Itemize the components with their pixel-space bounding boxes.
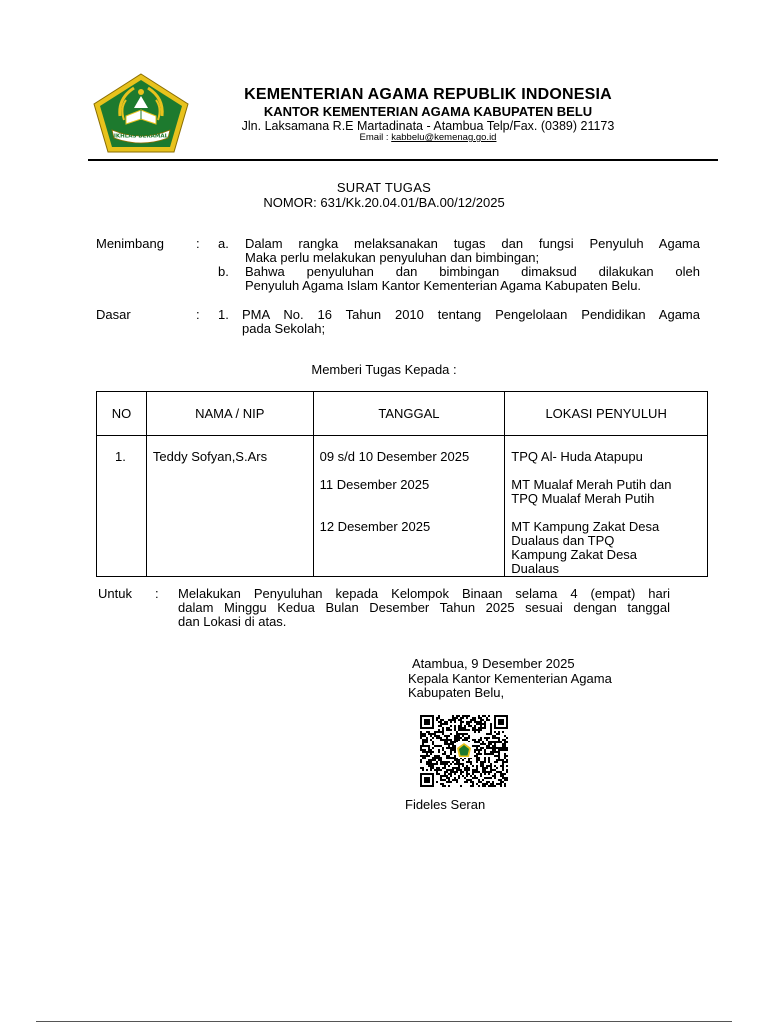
untuk-label: Untuk: [98, 586, 132, 601]
letter-title: SURAT TUGAS: [336, 180, 432, 195]
untuk-colon: :: [155, 586, 159, 601]
org-name: KEMENTERIAN AGAMA REPUBLIK INDONESIA: [244, 86, 612, 103]
cell-name: [146, 436, 313, 577]
dasar-1-line2: pada Sekolah;: [242, 321, 326, 336]
date-3: 12 Desember 2025: [319, 519, 431, 534]
cell-dates: [313, 436, 505, 577]
qr-code-signature: [420, 715, 508, 787]
email-link[interactable]: kabbelu@kemenag.go.id: [391, 132, 497, 143]
untuk-line2: dalam Minggu Kedua Bulan Desember Tahun 2025 sesuai dengan tanggal: [178, 600, 670, 615]
assign-heading: Memberi Tugas Kepada :: [311, 362, 457, 377]
menimbang-colon: :: [196, 236, 200, 251]
letter-number: NOMOR: 631/Kk.20.04.01/BA.00/12/2025: [263, 195, 505, 210]
menimbang-a-line2: Maka perlu melakukan penyuluhan dan bimbingan;: [245, 250, 540, 265]
cell-no: [97, 436, 147, 577]
assignment-table: [96, 391, 708, 577]
sign-place-date: Atambua, 9 Desember 2025: [412, 656, 575, 671]
location-2-line1: MT Mualaf Merah Putih dan: [511, 477, 672, 492]
menimbang-label: Menimbang: [96, 236, 164, 251]
email-label: Email :: [359, 132, 392, 143]
location-3-line2: Dualaus dan TPQ: [511, 533, 615, 548]
signer-name: Fideles Seran: [405, 797, 486, 812]
table-header-row: [97, 392, 708, 436]
sign-position-line1: Kepala Kantor Kementerian Agama: [408, 671, 612, 686]
sign-position-line2: Kabupaten Belu,: [408, 685, 505, 700]
location-3-line3: Kampung Zakat Desa: [511, 547, 638, 562]
untuk-line3: dan Lokasi di atas.: [178, 614, 287, 629]
col-header-location: LOKASI PENYULUH: [505, 392, 708, 436]
col-header-name: NAMA / NIP: [146, 392, 313, 436]
location-3-line4: Dualaus: [511, 561, 559, 576]
office-email-line: [200, 132, 656, 143]
office-name: KANTOR KEMENTERIAN AGAMA KABUPATEN BELU: [263, 104, 593, 119]
row-number: 1.: [115, 449, 126, 464]
date-2: 11 Desember 2025: [319, 477, 430, 492]
location-1-line1: TPQ Al- Huda Atapupu: [511, 449, 643, 464]
dasar-label: Dasar: [96, 307, 131, 322]
page-bottom-line: [36, 1021, 732, 1022]
dasar-marker-1: 1.: [218, 307, 229, 322]
location-2-line2: TPQ Mualaf Merah Putih: [511, 491, 655, 506]
untuk-line1: Melakukan Penyuluhan kepada Kelompok Binaan selama 4 (empat) hari: [178, 586, 670, 601]
table-row: [97, 436, 708, 577]
cell-locations: [505, 436, 708, 577]
menimbang-marker-a: a.: [218, 236, 229, 251]
dasar-1-line1: PMA No. 16 Tahun 2010 tentang Pengelolaan Pendidikan Agama: [242, 307, 700, 322]
menimbang-marker-b: b.: [218, 264, 229, 279]
menimbang-b-line1: Bahwa penyuluhan dan bimbingan dimaksud dilakukan oleh: [245, 264, 700, 279]
menimbang-b-line2: Penyuluh Agama Islam Kantor Kementerian Agama Kabupaten Belu.: [245, 278, 642, 293]
menimbang-a-line1: Dalam rangka melaksanakan tugas dan fungsi Penyuluh Agama: [245, 236, 700, 251]
header-divider: [88, 159, 718, 161]
logo-ribbon-text: IKHLAS BERAMAL: [113, 133, 169, 140]
col-header-no: NO: [97, 392, 147, 436]
date-1: 09 s/d 10 Desember 2025: [319, 449, 470, 464]
dasar-colon: :: [196, 307, 200, 322]
office-address: Jln. Laksamana R.E Martadinata - Atambua Telp/Fax. (0389) 21173: [241, 119, 615, 133]
kemenag-logo: [90, 72, 192, 154]
location-3-line1: MT Kampung Zakat Desa: [511, 519, 660, 534]
col-header-date: TANGGAL: [313, 392, 505, 436]
assignee-name: Teddy Sofyan,S.Ars: [152, 449, 268, 464]
